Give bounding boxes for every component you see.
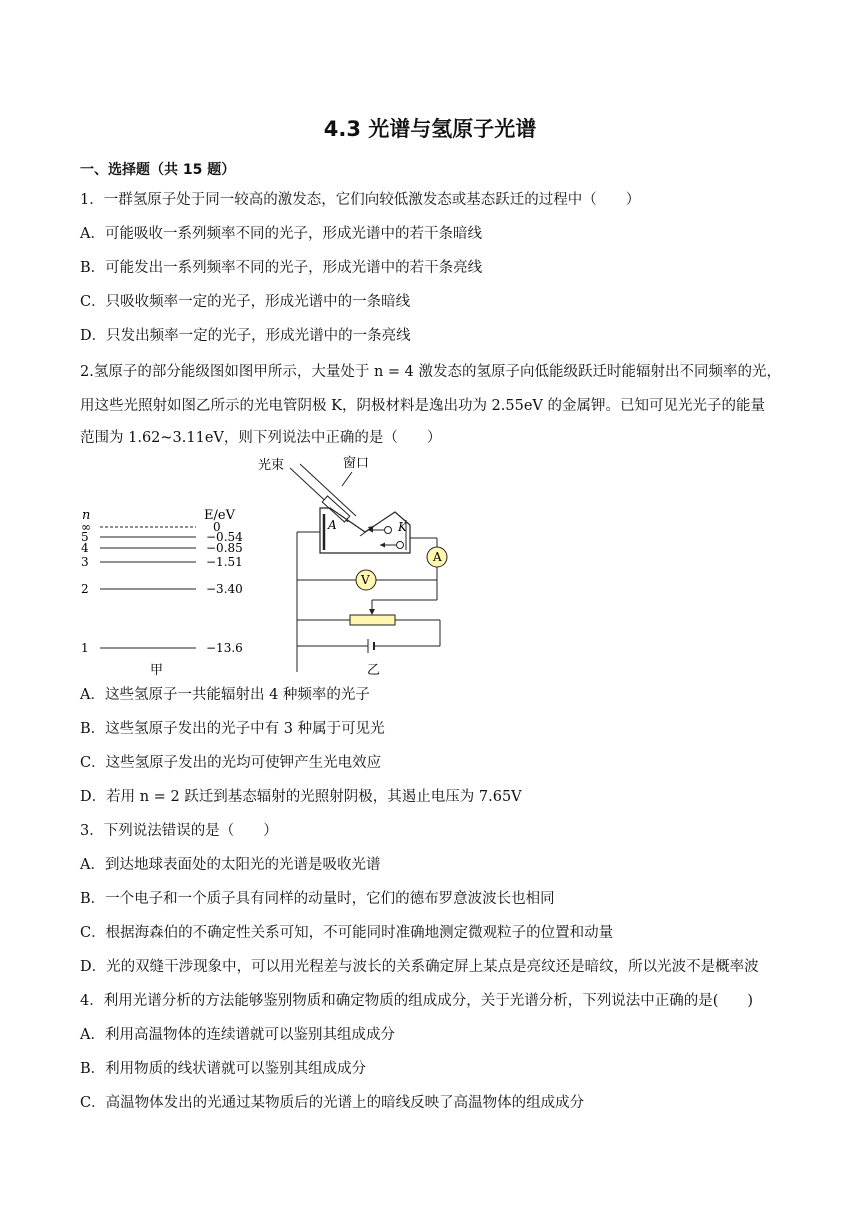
page-title: 4.3 光谱与氢原子光谱 <box>323 117 537 141</box>
level-n-5: 5 <box>81 530 89 544</box>
q4-option-c: C．高温物体发出的光通过某物质后的光谱上的暗线反映了高温物体的组成成分 <box>80 1095 585 1111</box>
q2-stem-line-3: 范围为 1.62~3.11eV，则下列说法中正确的是（ ） <box>80 430 442 446</box>
section-heading: 一、选择题（共 15 题） <box>80 162 236 178</box>
q4-option-b: B．利用物质的线状谱就可以鉴别其组成成分 <box>80 1061 367 1077</box>
n-header: n <box>82 508 91 523</box>
q2-option-a: A．这些氢原子一共能辐射出 4 种频率的光子 <box>80 687 370 703</box>
q2-stem-line-1: 2.氢原子的部分能级图如图甲所示，大量处于 n = 4 激发态的氢原子向低能级跃迁时能辐射出不同频率的光， <box>80 364 781 380</box>
q4-option-a: A．利用高温物体的连续谱就可以鉴别其组成成分 <box>80 1027 395 1043</box>
q4-stem: 4．利用光谱分析的方法能够鉴别物质和确定物质的组成成分，关于光谱分析，下列说法中正确的是( ) <box>80 993 754 1009</box>
q2-option-c: C．这些氢原子发出的光均可使钾产生光电效应 <box>80 755 382 771</box>
q3-option-a: A．到达地球表面处的太阳光的光谱是吸收光谱 <box>80 857 381 873</box>
level-n-inf: ∞ <box>81 520 91 534</box>
level-e-5: −0.54 <box>206 530 243 544</box>
level-e-inf: 0 <box>213 520 221 534</box>
q1-option-c: C．只吸收频率一定的光子，形成光谱中的一条暗线 <box>80 294 411 310</box>
photoelectric-circuit-diagram <box>250 450 460 682</box>
level-n-4: 4 <box>81 541 89 555</box>
energy-level-diagram <box>76 500 276 680</box>
level-e-1: −13.6 <box>206 641 243 655</box>
q3-stem: 3．下列说法错误的是（ ） <box>80 823 278 839</box>
q2-option-d: D．若用 n = 2 跃迁到基态辐射的光照射阴极，其遏止电压为 7.65V <box>80 789 522 805</box>
level-e-4: −0.85 <box>206 541 243 555</box>
level-e-3: −1.51 <box>206 555 243 569</box>
q2-stem-line-2: 用这些光照射如图乙所示的光电管阴极 K，阴极材料是逸出功为 2.55eV 的金属钾。已知可见光光子的能量 <box>80 398 765 414</box>
cathode-label: K <box>398 520 407 534</box>
q1-option-b: B．可能发出一系列频率不同的光子，形成光谱中的若干条亮线 <box>80 260 483 276</box>
rheostat <box>350 615 395 625</box>
q1-stem: 1．一群氢原子处于同一较高的激发态，它们向较低激发态或基态跃迁的过程中（ ） <box>80 192 641 208</box>
ammeter-label: A <box>433 550 442 564</box>
voltmeter-label: V <box>361 573 370 587</box>
light-label: 光束 <box>258 458 285 473</box>
q1-option-a: A．可能吸收一系列频率不同的光子，形成光谱中的若干条暗线 <box>80 226 482 242</box>
level-n-1: 1 <box>81 641 89 655</box>
q3-option-b: B．一个电子和一个质子具有同样的动量时，它们的德布罗意波波长也相同 <box>80 891 555 907</box>
e-header: E/eV <box>204 508 235 523</box>
anode-label: A <box>328 518 337 532</box>
q1-option-d: D．只发出频率一定的光子，形成光谱中的一条亮线 <box>80 328 411 344</box>
q2-option-b: B．这些氢原子发出的光子中有 3 种属于可见光 <box>80 721 385 737</box>
level-e-2: −3.40 <box>206 582 243 596</box>
q3-option-c: C．根据海森伯的不确定性关系可知，不可能同时准确地测定微观粒子的位置和动量 <box>80 925 614 941</box>
level-n-3: 3 <box>81 555 89 569</box>
caption-jia: 甲 <box>150 663 164 678</box>
q3-option-d: D．光的双缝干涉现象中，可以用光程差与波长的关系确定屏上某点是亮纹还是暗纹，所以光波不是概率波 <box>80 959 759 975</box>
window-label: 窗口 <box>343 456 370 471</box>
level-n-2: 2 <box>81 582 89 596</box>
caption-yi: 乙 <box>367 663 381 678</box>
